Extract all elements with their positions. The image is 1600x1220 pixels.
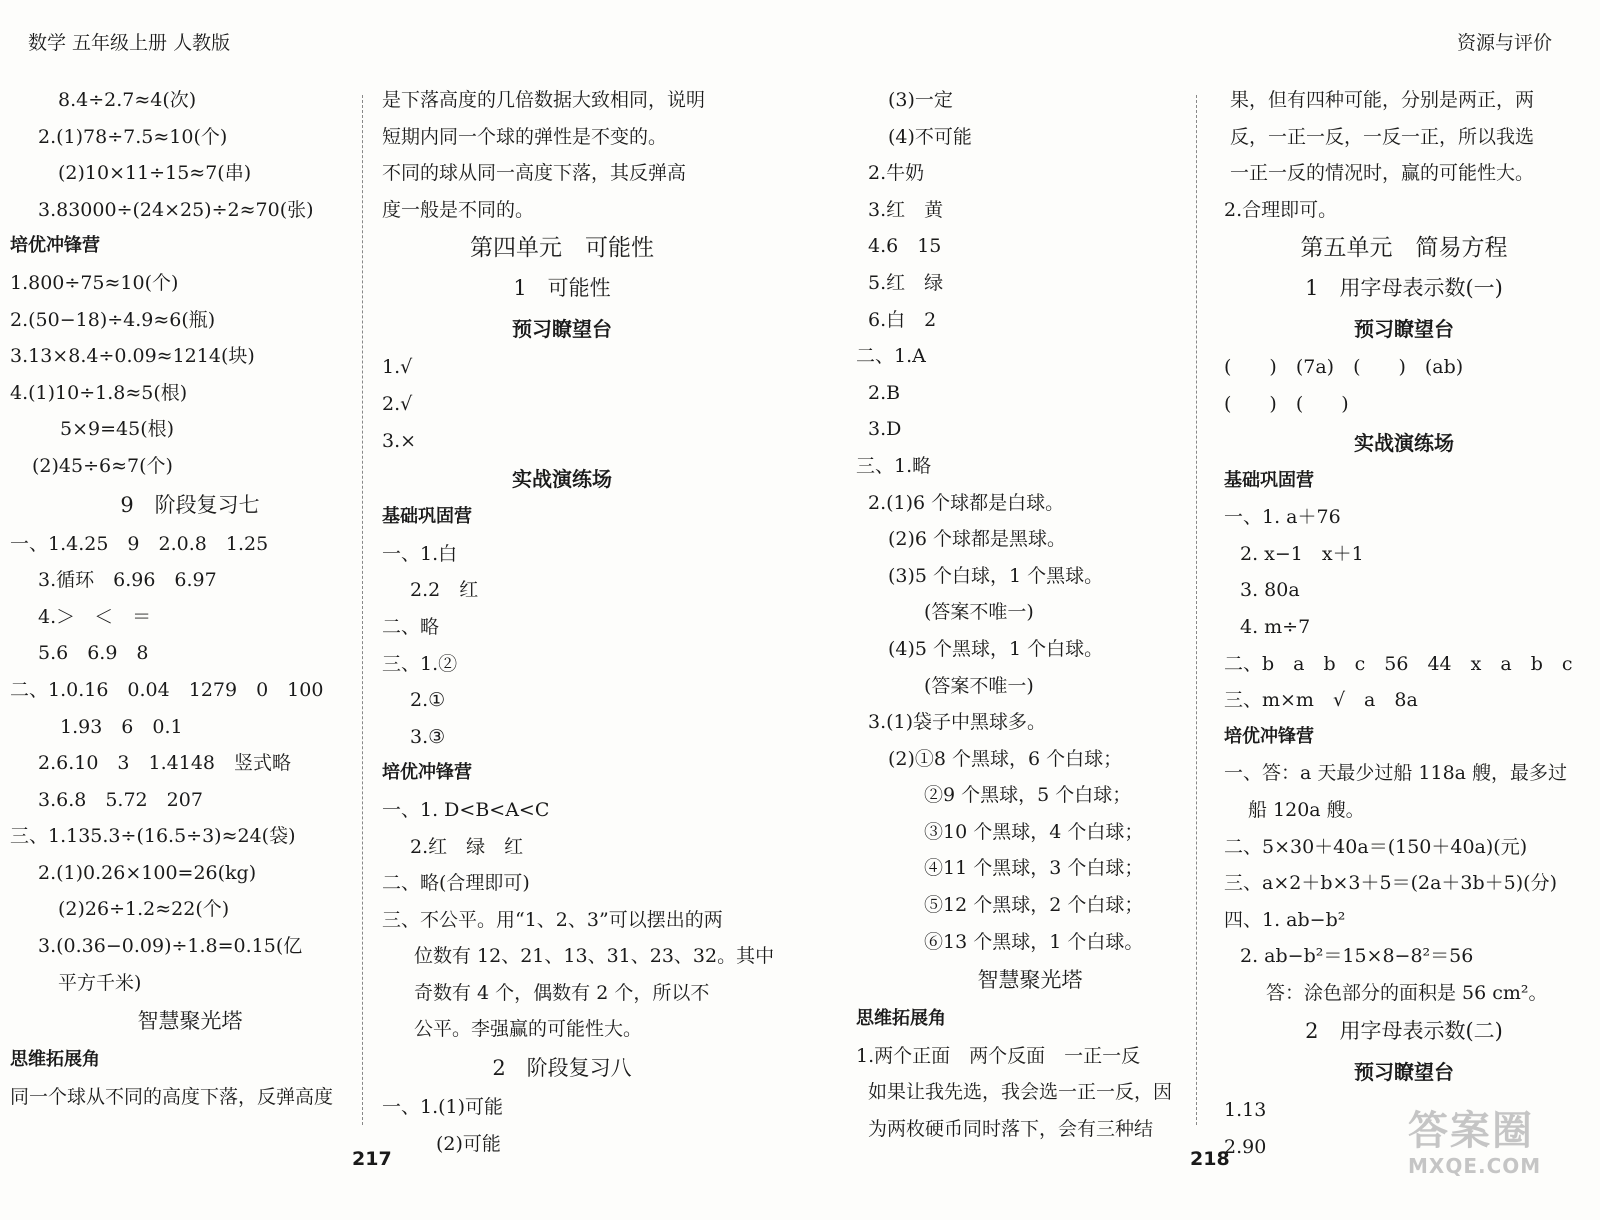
column-divider (1196, 95, 1197, 1125)
answer-line: 3.83000÷(24×25)÷2≈70(张) (38, 198, 314, 221)
answer-line: 3.循环 6.96 6.97 (38, 569, 217, 592)
answer-line: 同一个球从不同的高度下落，反弹高度 (10, 1085, 334, 1108)
answer-line: 2. ab−b²＝15×8−8²＝56 (1240, 945, 1474, 968)
answer-line: 不同的球从同一高度下落，其反弹高 (382, 162, 687, 185)
answer-line: ③10 个黑球，4 个白球； (924, 820, 1144, 843)
subsection-heading: 思维拓展角 (10, 1049, 100, 1071)
answer-line: 2.(1)6 个球都是白球。 (868, 491, 1065, 514)
answer-line: 4.(1)10÷1.8≈5(根) (10, 381, 188, 404)
answer-line: 四、1. ab−b² (1224, 908, 1346, 931)
subsection-heading: 思维拓展角 (856, 1008, 946, 1030)
answer-line: 是下落高度的几倍数据大致相同，说明 (382, 89, 706, 111)
answer-line: 3. 80a (1240, 579, 1300, 602)
answer-line: 一、1. a＋76 (1224, 506, 1341, 529)
watermark-logo (1408, 1108, 1568, 1188)
subsection-heading: 基础巩固营 (1224, 469, 1314, 491)
answer-line: 为两枚硬币同时落下，会有三种结 (868, 1118, 1154, 1141)
answer-line: 4. m÷7 (1240, 615, 1311, 638)
answer-line: 5.红 绿 (868, 271, 944, 294)
answer-line: (2)45÷6≈7(个) (32, 454, 173, 477)
watermark-mark: 答案圈 (1408, 1108, 1534, 1154)
answer-line: (4)5 个黑球，1 个白球。 (888, 637, 1104, 660)
answer-line: 度一般是不同的。 (382, 198, 535, 221)
answer-line: 8.4÷2.7≈4(次) (58, 89, 197, 111)
subsection-heading: 基础巩固营 (382, 506, 472, 528)
answer-line: ( ) ( ) (1224, 392, 1349, 415)
answer-line: 2.红 绿 红 (410, 835, 524, 858)
answer-line: 短期内同一个球的弹性是不变的。 (382, 125, 668, 148)
answer-line: ④11 个黑球，3 个白球； (924, 857, 1144, 880)
answer-line: 2.6.10 3 1.4148 竖式略 (38, 752, 292, 775)
answer-line: 3.红 黄 (868, 198, 944, 221)
answer-line: 奇数有 4 个，偶数有 2 个，所以不 (414, 981, 710, 1004)
answer-line: 3.D (868, 418, 902, 441)
section-heading: 实战演练场 (1354, 430, 1454, 455)
answer-line: 二、1.A (856, 345, 926, 368)
column-4 (1224, 82, 1584, 1166)
column-2 (382, 82, 775, 1162)
answer-line: 三、m×m √ a 8a (1224, 689, 1418, 712)
section-heading: 预习瞭望台 (1354, 1060, 1454, 1085)
answer-line: 1.800÷75≈10(个) (10, 271, 179, 294)
answer-line: ⑤12 个黑球，2 个白球； (924, 894, 1144, 917)
answer-line: 平方千米) (58, 971, 142, 994)
answer-line: 2. x−1 x＋1 (1240, 542, 1364, 565)
section-heading: 智慧聚光塔 (137, 1009, 243, 1034)
answer-line: ②9 个黑球，5 个白球； (924, 784, 1132, 807)
answer-line: 一、1.白 (382, 542, 458, 565)
section-heading: 2 用字母表示数(二) (1305, 1019, 1503, 1044)
answer-line: 5.6 6.9 8 (38, 642, 149, 665)
answer-line: 一、1.(1)可能 (382, 1096, 504, 1119)
answer-line: 二、略(合理即可) (382, 872, 530, 895)
answer-line: (4)不可能 (888, 125, 972, 148)
answer-line: 二、5×30＋40a＝(150＋40a)(元) (1224, 835, 1528, 858)
answer-line: 2.(1)0.26×100=26(kg) (38, 861, 257, 884)
section-heading: 2 阶段复习八 (492, 1056, 632, 1081)
section-heading: 第五单元 简易方程 (1300, 235, 1508, 262)
answer-line: 三、不公平。用“1、2、3”可以摆出的两 (382, 908, 723, 931)
answer-line: 4.6 15 (868, 235, 942, 258)
column-3 (856, 82, 1204, 1148)
page-number-left: 217 (352, 1148, 392, 1170)
section-heading: 智慧聚光塔 (977, 968, 1083, 993)
page-number-right: 218 (1190, 1148, 1230, 1170)
answer-line: 如果让我先选，我会选一正一反，因 (868, 1081, 1173, 1104)
answer-line: 三、a×2＋b×3＋5＝(2a＋3b＋5)(分) (1224, 872, 1558, 895)
section-heading: 实战演练场 (512, 467, 612, 492)
answer-line: (2)可能 (436, 1132, 501, 1155)
answer-line: 2.90 (1224, 1136, 1267, 1159)
answer-line: (3)5 个白球，1 个黑球。 (888, 564, 1104, 587)
answer-line: 1.93 6 0.1 (60, 715, 183, 738)
answer-line: 2.牛奶 (868, 162, 925, 185)
answer-line: (2)6 个球都是黑球。 (888, 528, 1067, 551)
answer-line: 二、1.0.16 0.04 1279 0 100 (10, 678, 324, 701)
answer-line: 船 120a 艘。 (1248, 798, 1365, 821)
answer-line: (2)①8 个黑球，6 个白球； (888, 747, 1123, 770)
answer-line: (3)一定 (888, 89, 953, 111)
answer-line: 3.(0.36−0.09)÷1.8=0.15(亿 (38, 935, 303, 958)
section-heading: 9 阶段复习七 (120, 492, 260, 517)
page-header-right: 资源与评价 (1456, 32, 1552, 54)
answer-line: 2.① (410, 689, 446, 712)
answer-line: 2.合理即可。 (1224, 198, 1338, 221)
answer-line: 6.白 2 (868, 308, 937, 331)
answer-line: (2)10×11÷15≈7(串) (58, 162, 252, 185)
watermark-url: MXQE.COM (1408, 1154, 1542, 1178)
answer-line: 位数有 12、21、13、31、23、32。其中 (414, 945, 775, 968)
page-header-left: 数学 五年级上册 人教版 (28, 32, 231, 54)
answer-line: 果，但有四种可能，分别是两正，两 (1230, 89, 1535, 111)
answer-line: ⑥13 个黑球，1 个白球。 (924, 930, 1144, 953)
answer-line: 三、1.略 (856, 454, 932, 477)
section-heading: 第四单元 可能性 (470, 235, 654, 262)
answer-line: 答：涂色部分的面积是 56 cm²。 (1266, 981, 1548, 1004)
column-1 (10, 82, 370, 1115)
answer-line: 一、答：a 天最少过船 118a 艘，最多过 (1224, 762, 1568, 785)
answer-line: ( ) (7a) ( ) (ab) (1224, 356, 1464, 379)
answer-line: 3.(1)袋子中黑球多。 (868, 711, 1047, 734)
answer-line: 2.B (868, 381, 901, 404)
column-divider (362, 95, 363, 1125)
answer-line: 三、1.② (382, 652, 458, 675)
answer-line: 3.× (382, 429, 417, 452)
answer-line: 二、略 (382, 615, 440, 638)
answer-line: 5×9=45(根) (60, 418, 175, 441)
answer-line: 一、1. D<B<A<C (382, 798, 550, 821)
answer-line: (2)26÷1.2≈22(个) (58, 898, 230, 921)
answer-line: (答案不唯一) (924, 674, 1034, 697)
answer-line: 二、b a b c 56 44 x a b c (1224, 652, 1573, 675)
section-heading: 预习瞭望台 (1354, 317, 1454, 342)
answer-line: 2.2 红 (410, 579, 479, 602)
answer-line: 3.6.8 5.72 207 (38, 788, 203, 811)
answer-line: 一、1.4.25 9 2.0.8 1.25 (10, 532, 269, 555)
subsection-heading: 培优冲锋营 (1224, 725, 1314, 747)
subsection-heading: 培优冲锋营 (10, 235, 100, 257)
section-heading: 1 用字母表示数(一) (1305, 276, 1503, 301)
answer-line: 1.两个正面 两个反面 一正一反 (856, 1044, 1141, 1067)
answer-line: (答案不唯一) (924, 601, 1034, 624)
subsection-heading: 培优冲锋营 (382, 762, 472, 784)
answer-line: 3.③ (410, 725, 446, 748)
section-heading: 预习瞭望台 (512, 317, 612, 342)
answer-line: 反，一正一反，一反一正，所以我选 (1230, 125, 1535, 148)
section-heading: 1 可能性 (513, 276, 611, 301)
answer-line: 一正一反的情况时，赢的可能性大。 (1230, 162, 1535, 185)
answer-line: 2.(1)78÷7.5≈10(个) (38, 125, 228, 148)
answer-line: 2.(50−18)÷4.9≈6(瓶) (10, 308, 216, 331)
answer-line: 三、1.135.3÷(16.5÷3)≈24(袋) (10, 825, 296, 848)
answer-line: 公平。李强赢的可能性大。 (414, 1018, 643, 1041)
answer-line: 3.13×8.4÷0.09≈1214(块) (10, 345, 255, 368)
answer-line: 2.√ (382, 392, 413, 415)
answer-line: 1.13 (1224, 1099, 1267, 1122)
answer-line: 1.√ (382, 356, 413, 379)
answer-line: 4.＞ ＜ ＝ (38, 605, 152, 628)
